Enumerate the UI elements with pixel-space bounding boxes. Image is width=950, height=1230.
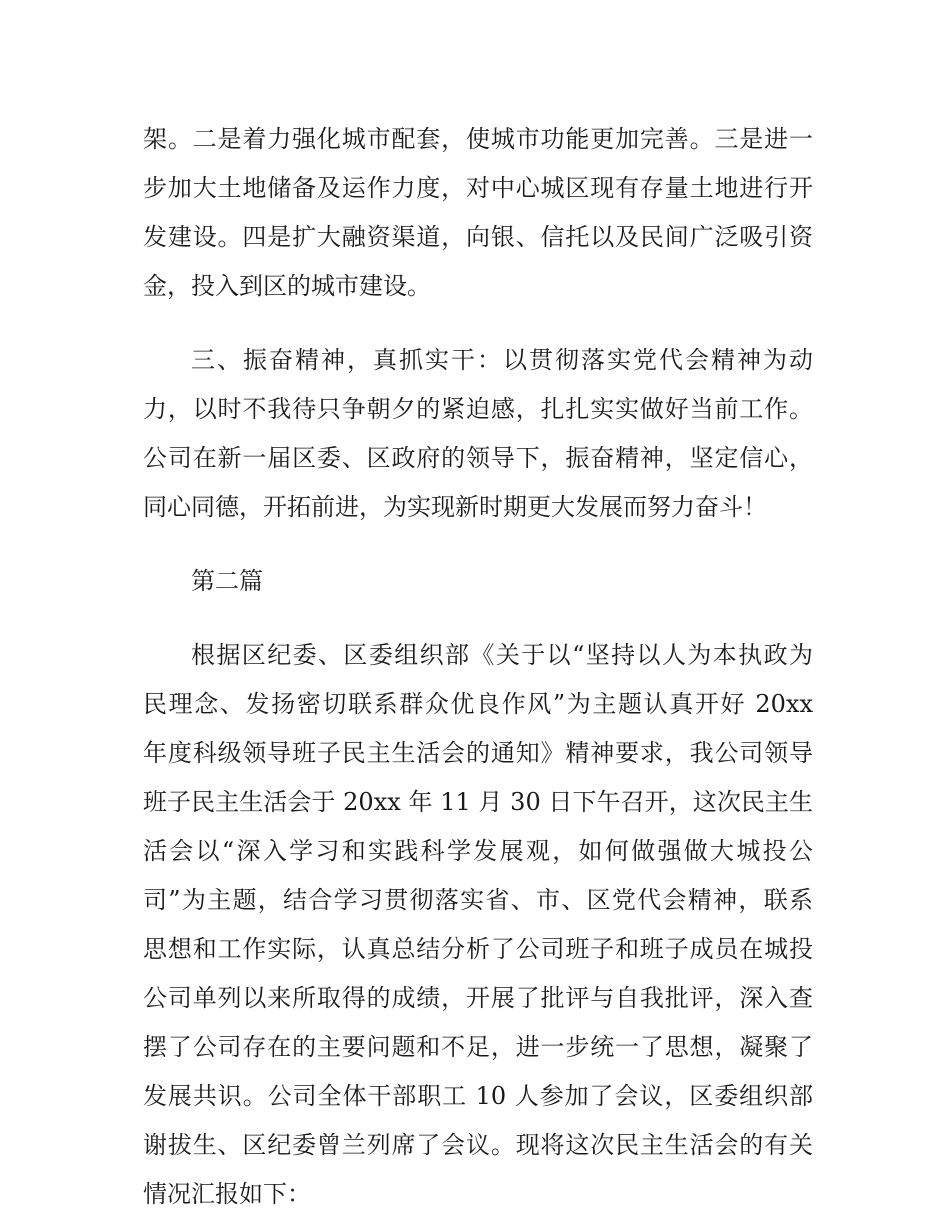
text-line: 谢拔生、区纪委曾兰列席了会议。现将这次民主生活会的有关: [143, 1131, 813, 1159]
paragraph-2: [143, 336, 813, 532]
text-line: 金，投入到区的城市建设。: [143, 272, 431, 300]
document-body: [143, 115, 813, 1219]
paragraph-gap: [143, 606, 813, 631]
text-line: 民理念、发扬密切联系群众优良作风”为主题认真开好 20xx: [143, 690, 813, 718]
section-heading: [143, 557, 813, 606]
text-line: 思想和工作实际，认真总结分析了公司班子和班子成员在城投: [143, 935, 813, 963]
text-line: 同心同德，开拓前进，为实现新时期更大发展而努力奋斗！: [143, 493, 767, 521]
text-line: 公司单列以来所取得的成绩，开展了批评与自我批评，深入查: [143, 984, 813, 1012]
text-line: 摆了公司存在的主要问题和不足，进一步统一了思想，凝聚了: [143, 1033, 813, 1061]
text-line: 发展共识。公司全体干部职工 10 人参加了会议，区委组织部: [143, 1082, 813, 1110]
paragraph-3: [143, 631, 813, 1219]
text-line: 根据区纪委、区委组织部《关于以“坚持以人为本执政为: [191, 641, 813, 669]
text-line: 发建设。四是扩大融资渠道，向银、信托以及民间广泛吸引资: [143, 223, 813, 251]
section-title: 第二篇: [191, 567, 263, 595]
text-line: 步加大土地储备及运作力度，对中心城区现有存量土地进行开: [143, 174, 813, 202]
paragraph-gap: [143, 311, 813, 336]
text-line: 力，以时不我待只争朝夕的紧迫感，扎扎实实做好当前工作。: [143, 395, 813, 423]
paragraph-gap: [143, 532, 813, 557]
text-line: 司”为主题，结合学习贯彻落实省、市、区党代会精神，联系: [143, 886, 813, 914]
text-line: 公司在新一届区委、区政府的领导下，振奋精神，坚定信心，: [143, 444, 813, 472]
text-line: 活会以“深入学习和实践科学发展观，如何做强做大城投公: [143, 837, 813, 865]
text-line: 年度科级领导班子民主生活会的通知》精神要求，我公司领导: [143, 739, 813, 767]
text-line: 情况汇报如下：: [143, 1180, 311, 1208]
text-line: 三、振奋精神，真抓实干：以贯彻落实党代会精神为动: [191, 346, 813, 374]
text-line: 班子民主生活会于 20xx 年 11 月 30 日下午召开，这次民主生: [143, 788, 813, 816]
text-line: 架。二是着力强化城市配套，使城市功能更加完善。三是进一: [143, 125, 813, 153]
paragraph-1: [143, 115, 813, 311]
